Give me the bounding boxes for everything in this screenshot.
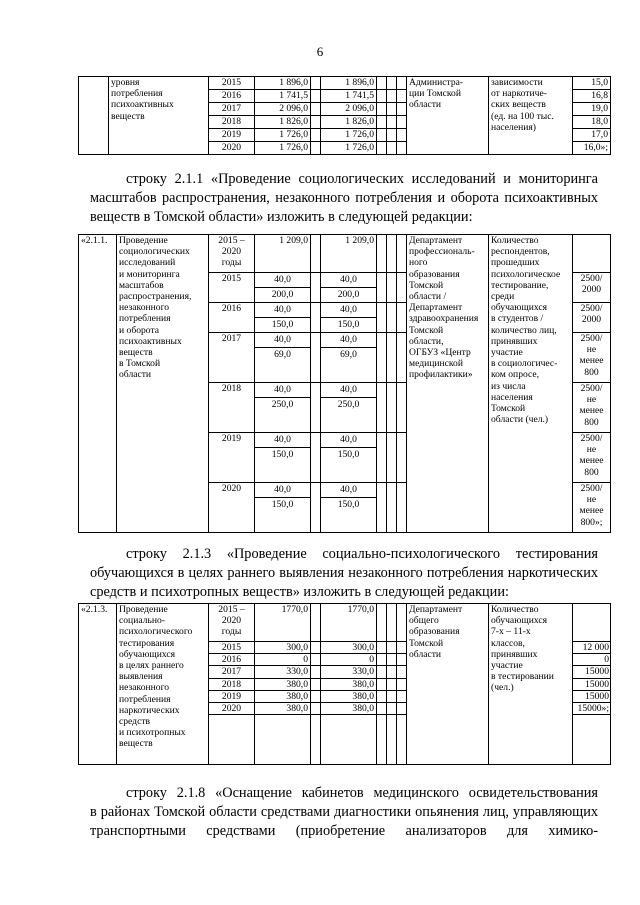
value-line: не [586, 494, 597, 506]
period-cell: 2015 – 2020 годы [209, 604, 255, 642]
empty-cell [311, 333, 321, 383]
empty-cell [377, 142, 387, 155]
empty-cell [377, 383, 387, 433]
empty-cell [377, 666, 387, 678]
value-cell: 15000 [573, 690, 611, 702]
regional-cell [321, 303, 377, 333]
total-cell: 1770,0 [255, 604, 311, 642]
regional-cell [321, 383, 377, 433]
total-cell: 1 896,0 [255, 77, 311, 90]
empty-cell [387, 116, 397, 129]
total-value: 250,0 [271, 399, 294, 410]
para1-line: масштабов распространения, незаконного потребления и оборота психоактивных [90, 190, 598, 206]
empty-cell [397, 654, 407, 666]
regional-cell [321, 483, 377, 533]
empty-cell [311, 235, 321, 273]
empty-cell [573, 235, 611, 273]
value-line: 800 [584, 366, 599, 378]
regional-value: 40,0 [321, 333, 376, 348]
empty-cell [387, 383, 397, 433]
empty-cell [311, 666, 321, 678]
empty-cell [397, 642, 407, 654]
empty-cell [377, 77, 387, 90]
total-value: 40,0 [255, 483, 310, 498]
instruction-2-1-3 [90, 545, 598, 602]
value-line: менее [579, 355, 604, 367]
value-line: не [586, 394, 597, 406]
instruction-2-1-1 [90, 170, 598, 227]
empty-cell [387, 666, 397, 678]
empty-cell [397, 90, 407, 103]
value-line: 2500/ [580, 273, 603, 284]
empty-cell [387, 433, 397, 483]
measure-cell: Количество обучающихся 7-х – 11-х классов, принявших участие в тестировании (чел.) [489, 604, 573, 765]
empty-cell [311, 678, 321, 690]
value-cell [573, 333, 611, 383]
empty-cell [311, 703, 321, 715]
measure-cell: Количество респондентов, прошедших психологическое тестирование, среди обучающихся в студентов / количество лиц, принявших участие в социологичес- ком опросе, из числа населения Томской области (чел.) [489, 235, 573, 533]
year-cell: 2019 [209, 129, 255, 142]
total-value: 40,0 [255, 383, 310, 398]
regional-cell: 330,0 [321, 666, 377, 678]
empty-cell [387, 690, 397, 702]
regional-cell: 380,0 [321, 678, 377, 690]
year-cell: 2018 [209, 678, 255, 690]
value-line: 2500/ [580, 333, 603, 344]
year-cell: 2018 [209, 116, 255, 129]
page-number: 6 [316, 44, 324, 59]
empty-cell [377, 703, 387, 715]
total-value: 150,0 [271, 449, 294, 460]
empty-cell [377, 654, 387, 666]
regional-value: 150,0 [337, 319, 360, 330]
empty-cell [397, 715, 407, 765]
empty-cell [311, 690, 321, 702]
indicator-cell: уровня потребления психоактивных веществ [109, 77, 209, 155]
executor-cell: Департамент общего образования Томской области [407, 604, 489, 765]
name-cell: Проведение социологических исследований и мониторинга масштабов распространения, незаконного потребления и оборота психоактивных веществ в Томской области [117, 235, 209, 533]
empty-cell [209, 715, 255, 765]
empty-cell [387, 77, 397, 90]
regional-cell [321, 433, 377, 483]
value-cell: 15000 [573, 666, 611, 678]
empty-cell [377, 273, 387, 303]
empty-cell [387, 103, 397, 116]
regional-cell: 2 096,0 [321, 103, 377, 116]
total-value: 40,0 [255, 303, 310, 318]
measure-cell: зависимости от наркотиче- ских веществ (ед. на 100 тыс. населения) [489, 77, 573, 155]
period-cell: 2015 – 2020 годы [209, 235, 255, 273]
empty-cell [311, 654, 321, 666]
empty-cell [397, 333, 407, 383]
empty-cell [397, 678, 407, 690]
total-cell: 1 826,0 [255, 116, 311, 129]
regional-value: 150,0 [337, 499, 360, 510]
empty-cell [311, 433, 321, 483]
para2-line: строку 2.1.3 «Проведение социально-психологического тестирования [126, 546, 598, 562]
total-cell: 380,0 [255, 678, 311, 690]
value-line: 2500/ [580, 303, 603, 314]
year-cell: 2018 [209, 383, 255, 433]
total-cell: 1 726,0 [255, 129, 311, 142]
empty-cell [387, 142, 397, 155]
table-line-2-1-1 [78, 234, 611, 533]
number-cell [79, 77, 109, 155]
empty-cell [387, 604, 397, 642]
empty-cell [377, 129, 387, 142]
value-line: 2000 [581, 314, 602, 326]
total-cell: 380,0 [255, 690, 311, 702]
year-cell: 2017 [209, 103, 255, 116]
regional-cell: 1 726,0 [321, 142, 377, 155]
total-cell [255, 333, 311, 383]
regional-value: 40,0 [321, 483, 376, 498]
regional-value: 40,0 [321, 273, 376, 288]
total-cell: 330,0 [255, 666, 311, 678]
empty-cell [387, 654, 397, 666]
regional-cell: 1 726,0 [321, 129, 377, 142]
table-row [79, 77, 611, 90]
empty-cell [387, 483, 397, 533]
value-cell: 16,0»; [573, 142, 611, 155]
regional-cell: 1770,0 [321, 604, 377, 642]
total-value: 150,0 [271, 499, 294, 510]
regional-value: 150,0 [337, 449, 360, 460]
regional-value: 200,0 [337, 289, 360, 300]
empty-cell [311, 103, 321, 116]
empty-cell [397, 666, 407, 678]
regional-cell [321, 273, 377, 303]
total-value: 40,0 [255, 333, 310, 348]
para2-line: обучающихся в целях раннего выявления незаконного потребления наркотических [90, 565, 598, 581]
value-cell [573, 273, 611, 303]
empty-cell [397, 103, 407, 116]
value-line: не [586, 444, 597, 456]
regional-cell: 1 896,0 [321, 77, 377, 90]
para2-line: средств и психотропных веществ» изложить в следующей редакции: [90, 584, 509, 600]
total-cell: 0 [255, 654, 311, 666]
value-cell [573, 483, 611, 533]
total-cell: 300,0 [255, 642, 311, 654]
empty-cell [397, 604, 407, 642]
para1-line: строку 2.1.1 «Проведение социологических исследований и мониторинга [126, 171, 598, 187]
empty-cell [377, 116, 387, 129]
value-cell: 18,0 [573, 116, 611, 129]
value-cell [573, 433, 611, 483]
value-cell [573, 383, 611, 433]
year-cell: 2016 [209, 654, 255, 666]
total-cell [255, 433, 311, 483]
total-value: 69,0 [274, 349, 291, 360]
empty-cell [377, 715, 387, 765]
year-cell: 2017 [209, 333, 255, 383]
empty-cell [311, 303, 321, 333]
year-cell: 2020 [209, 483, 255, 533]
total-value: 40,0 [255, 433, 310, 448]
empty-cell [387, 703, 397, 715]
empty-cell [397, 433, 407, 483]
value-cell: 0 [573, 654, 611, 666]
value-line: менее [579, 505, 604, 517]
regional-value: 250,0 [337, 399, 360, 410]
empty-cell [377, 103, 387, 116]
regional-cell: 1 826,0 [321, 116, 377, 129]
empty-cell [311, 715, 321, 765]
empty-cell [573, 715, 611, 765]
regional-cell: 0 [321, 654, 377, 666]
empty-cell [397, 483, 407, 533]
regional-cell: 380,0 [321, 690, 377, 702]
empty-cell [397, 383, 407, 433]
empty-cell [311, 383, 321, 433]
empty-cell [397, 303, 407, 333]
year-cell: 2020 [209, 142, 255, 155]
regional-value: 69,0 [340, 349, 357, 360]
regional-cell: 380,0 [321, 703, 377, 715]
empty-cell [311, 483, 321, 533]
empty-cell [397, 77, 407, 90]
regional-cell: 300,0 [321, 642, 377, 654]
empty-cell [377, 483, 387, 533]
empty-cell [397, 235, 407, 273]
para3-line: в районах Томской области средствами диагностики опьянения лиц, управляющих [90, 804, 598, 820]
value-cell: 15000»; [573, 703, 611, 715]
empty-cell [387, 715, 397, 765]
empty-cell [387, 235, 397, 273]
year-cell: 2019 [209, 433, 255, 483]
empty-cell [387, 333, 397, 383]
empty-cell [397, 703, 407, 715]
empty-cell [311, 129, 321, 142]
table-row [79, 604, 611, 642]
empty-cell [377, 690, 387, 702]
value-cell: 16,8 [573, 90, 611, 103]
empty-cell [377, 235, 387, 273]
value-line: 2500/ [580, 383, 603, 394]
value-line: 2500/ [580, 433, 603, 444]
value-cell: 15,0 [573, 77, 611, 90]
empty-cell [311, 77, 321, 90]
total-cell: 1 209,0 [255, 235, 311, 273]
name-cell: Проведение социально- психологического тестирования обучающихся в целях раннего выявления незаконного потребления наркотических средств и психотропных веществ [117, 604, 209, 765]
empty-cell [255, 715, 311, 765]
empty-cell [377, 433, 387, 483]
empty-cell [397, 690, 407, 702]
regional-cell: 1 741,5 [321, 90, 377, 103]
value-line: не [586, 344, 597, 356]
regional-value: 40,0 [321, 303, 376, 318]
year-cell: 2016 [209, 303, 255, 333]
empty-cell [311, 642, 321, 654]
value-line: 2000 [581, 284, 602, 296]
year-cell: 2020 [209, 703, 255, 715]
empty-cell [387, 273, 397, 303]
value-cell [573, 303, 611, 333]
value-cell: 19,0 [573, 103, 611, 116]
empty-cell [387, 129, 397, 142]
empty-cell [377, 678, 387, 690]
empty-cell [377, 90, 387, 103]
number-cell: «2.1.3. [79, 604, 117, 765]
year-cell: 2015 [209, 642, 255, 654]
regional-value: 40,0 [321, 433, 376, 448]
empty-cell [397, 129, 407, 142]
value-cell: 17,0 [573, 129, 611, 142]
instruction-2-1-8 [90, 784, 598, 841]
empty-cell [397, 142, 407, 155]
value-line: 2500/ [580, 483, 603, 494]
empty-cell [377, 642, 387, 654]
total-cell [255, 303, 311, 333]
empty-cell [387, 642, 397, 654]
total-cell: 1 741,5 [255, 90, 311, 103]
empty-cell [397, 116, 407, 129]
year-cell: 2016 [209, 90, 255, 103]
regional-value: 40,0 [321, 383, 376, 398]
year-cell: 2015 [209, 77, 255, 90]
total-cell [255, 483, 311, 533]
table-row [79, 235, 611, 273]
regional-cell: 1 209,0 [321, 235, 377, 273]
para1-line: веществ в Томской области» изложить в следующей редакции: [90, 209, 473, 225]
empty-cell [311, 273, 321, 303]
value-line: менее [579, 405, 604, 417]
value-cell: 15000 [573, 678, 611, 690]
total-cell: 2 096,0 [255, 103, 311, 116]
total-value: 200,0 [271, 289, 294, 300]
total-cell [255, 273, 311, 303]
empty-cell [377, 333, 387, 383]
para3-line: транспортными средствами (приобретение анализаторов для химико- [90, 823, 598, 839]
executor-cell: Департамент профессиональ- ного образования Томской области / Департамент здравоохранения Томской области, ОГБУЗ «Центр медицинской профилактики» [407, 235, 489, 533]
empty-cell [377, 303, 387, 333]
total-value: 150,0 [271, 319, 294, 330]
year-cell: 2019 [209, 690, 255, 702]
value-line: 800 [584, 466, 599, 478]
empty-cell [573, 604, 611, 642]
year-cell: 2015 [209, 273, 255, 303]
total-value: 40,0 [255, 273, 310, 288]
executor-cell: Администра- ции Томской области [407, 77, 489, 155]
empty-cell [387, 303, 397, 333]
total-cell [255, 383, 311, 433]
table-line-2-1 [78, 76, 611, 155]
empty-cell [321, 715, 377, 765]
empty-cell [311, 90, 321, 103]
empty-cell [387, 678, 397, 690]
empty-cell [397, 273, 407, 303]
value-line: 800»; [580, 516, 603, 528]
value-line: менее [579, 455, 604, 467]
number-cell: «2.1.1. [79, 235, 117, 533]
empty-cell [311, 116, 321, 129]
total-cell: 1 726,0 [255, 142, 311, 155]
empty-cell [387, 90, 397, 103]
empty-cell [311, 142, 321, 155]
value-cell: 12 000 [573, 642, 611, 654]
value-line: 800 [584, 416, 599, 428]
empty-cell [311, 604, 321, 642]
year-cell: 2017 [209, 666, 255, 678]
empty-cell [377, 604, 387, 642]
table-line-2-1-3 [78, 603, 611, 765]
para3-line: строку 2.1.8 «Оснащение кабинетов медицинского освидетельствования [126, 785, 598, 801]
total-cell: 380,0 [255, 703, 311, 715]
regional-cell [321, 333, 377, 383]
